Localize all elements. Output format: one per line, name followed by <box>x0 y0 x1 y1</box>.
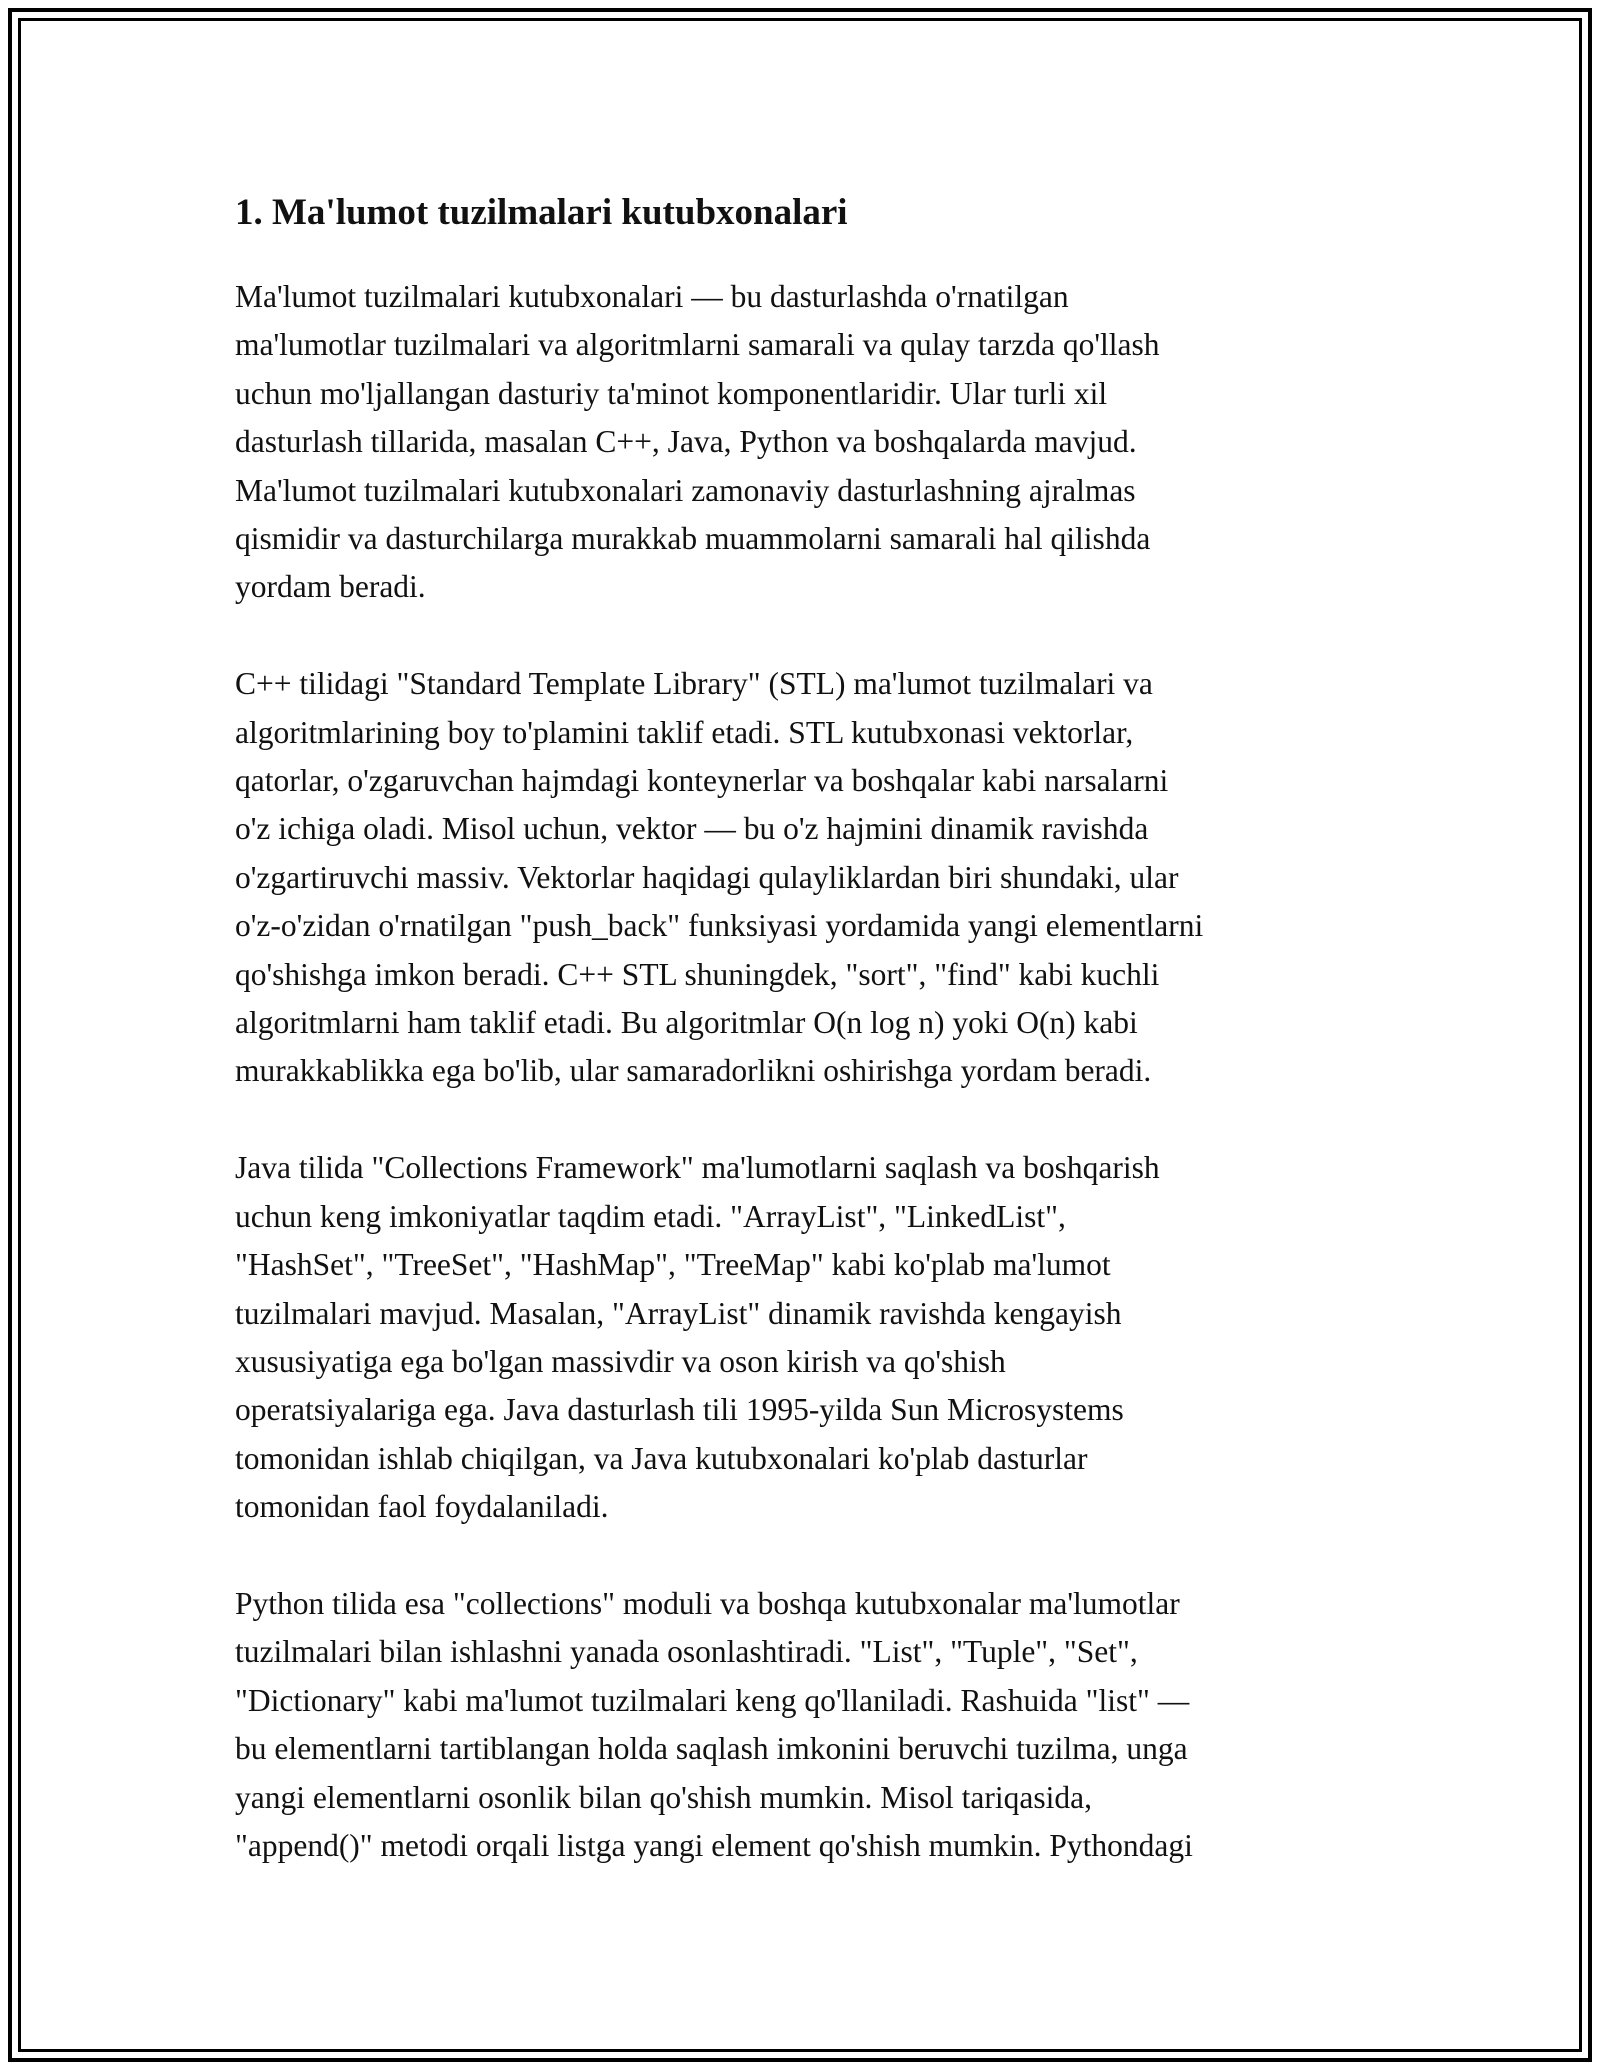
text-line: ma'lumotlar tuzilmalari va algoritmlarni samarali va qulay tarzda qo'llash <box>235 327 1160 363</box>
text-line: dasturlash tillarida, masalan C++, Java, Python va boshqalarda mavjud. <box>235 424 1137 460</box>
text-line: "append()" metodi orqali listga yangi element qo'shish mumkin. Pythondagi <box>235 1827 1193 1863</box>
text-line: o'zgartiruvchi massiv. Vektorlar haqidagi qulayliklardan biri shundaki, ular <box>235 859 1179 895</box>
paragraph-cpp-stl <box>235 660 1375 1096</box>
text-line: tuzilmalari bilan ishlashni yanada osonlashtiradi. "List", "Tuple", "Set", <box>235 1634 1138 1670</box>
text-line: "Dictionary" kabi ma'lumot tuzilmalari keng qo'llaniladi. Rashuida "list" — <box>235 1682 1190 1718</box>
text-line: xususiyatiga ega bo'lgan massivdir va oson kirish va qo'shish <box>235 1343 1006 1379</box>
paragraph-java-collections <box>235 1144 1375 1531</box>
text-line: qismidir va dasturchilarga murakkab muammolarni samarali hal qilishda <box>235 521 1151 557</box>
text-line: yordam beradi. <box>235 569 426 605</box>
text-line: yangi elementlarni osonlik bilan qo'shish mumkin. Misol tariqasida, <box>235 1779 1092 1815</box>
text-line: o'z-o'zidan o'rnatilgan "push_back" funksiyasi yordamida yangi elementlarni <box>235 908 1204 944</box>
text-line: tomonidan faol foydalaniladi. <box>235 1489 609 1525</box>
document-body <box>235 183 1375 1870</box>
text-line: "HashSet", "TreeSet", "HashMap", "TreeMap" kabi ko'plab ma'lumot <box>235 1247 1111 1283</box>
paragraph-python-collections <box>235 1580 1375 1870</box>
text-line: murakkablikka ega bo'lib, ular samaradorlikni oshirishga yordam beradi. <box>235 1053 1152 1089</box>
text-line: C++ tilidagi "Standard Template Library" (STL) ma'lumot tuzilmalari va <box>235 666 1153 702</box>
section-heading: 1. Ma'lumot tuzilmalari kutubxonalari <box>235 192 848 233</box>
text-line: algoritmlarni ham taklif etadi. Bu algoritmlar O(n log n) yoki O(n) kabi <box>235 1005 1138 1041</box>
text-line: o'z ichiga oladi. Misol uchun, vektor — bu o'z hajmini dinamik ravishda <box>235 811 1149 847</box>
text-line: uchun mo'ljallangan dasturiy ta'minot komponentlaridir. Ular turli xil <box>235 375 1108 411</box>
text-line: algoritmlarining boy to'plamini taklif etadi. STL kutubxonasi vektorlar, <box>235 714 1134 750</box>
text-line: Ma'lumot tuzilmalari kutubxonalari zamonaviy dasturlashning ajralmas <box>235 472 1136 508</box>
text-line: Python tilida esa "collections" moduli va boshqa kutubxonalar ma'lumotlar <box>235 1585 1180 1621</box>
text-line: tuzilmalari mavjud. Masalan, "ArrayList" dinamik ravishda kengayish <box>235 1295 1122 1331</box>
text-line: Java tilida "Collections Framework" ma'lumotlarni saqlash va boshqarish <box>235 1150 1160 1186</box>
text-line: qo'shishga imkon beradi. C++ STL shuningdek, "sort", "find" kabi kuchli <box>235 956 1160 992</box>
text-line: uchun keng imkoniyatlar taqdim etadi. "ArrayList", "LinkedList", <box>235 1198 1066 1234</box>
text-line: operatsiyalariga ega. Java dasturlash tili 1995-yilda Sun Microsystems <box>235 1392 1124 1428</box>
text-line: tomonidan ishlab chiqilgan, va Java kutubxonalari ko'plab dasturlar <box>235 1440 1088 1476</box>
text-line: Ma'lumot tuzilmalari kutubxonalari — bu dasturlashda o'rnatilgan <box>235 279 1069 314</box>
text-line: bu elementlarni tartiblangan holda saqlash imkonini beruvchi tuzilma, unga <box>235 1731 1188 1767</box>
text-line: qatorlar, o'zgaruvchan hajmdagi konteynerlar va boshqalar kabi narsalarni <box>235 763 1169 799</box>
paragraph-intro <box>235 273 1375 612</box>
